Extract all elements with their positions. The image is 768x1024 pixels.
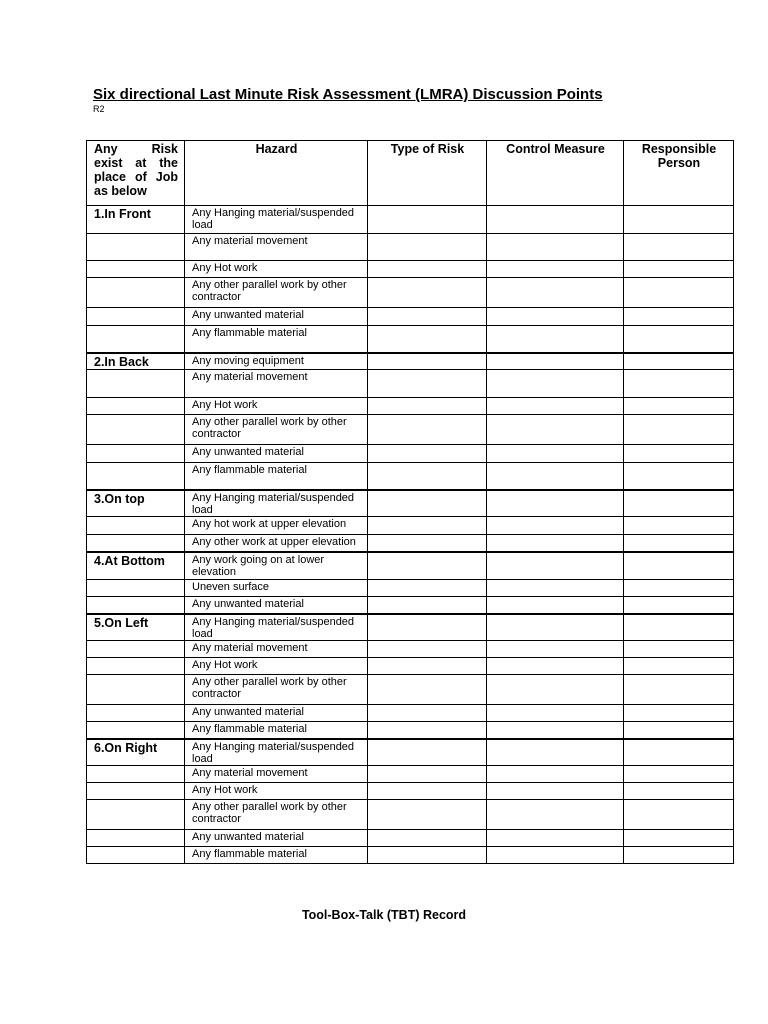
hazard-cell: Any work going on at lower elevation (185, 552, 368, 580)
hazard-cell: Any flammable material (185, 722, 368, 739)
blank-cell (87, 705, 185, 722)
type-of-risk-cell[interactable] (368, 370, 487, 398)
type-of-risk-cell[interactable] (368, 705, 487, 722)
section-label: 2.In Back (87, 353, 185, 370)
control-measure-cell[interactable] (487, 206, 624, 234)
hazard-cell: Any Hanging material/suspended load (185, 614, 368, 641)
control-measure-cell[interactable] (487, 445, 624, 463)
control-measure-cell[interactable] (487, 847, 624, 864)
hazard-cell: Any material movement (185, 370, 368, 398)
section-label: 4.At Bottom (87, 552, 185, 580)
blank-cell (87, 800, 185, 830)
section-label: 5.On Left (87, 614, 185, 641)
type-of-risk-cell[interactable] (368, 675, 487, 705)
responsible-person-cell[interactable] (624, 722, 734, 739)
table-row (87, 326, 734, 353)
type-of-risk-cell[interactable] (368, 463, 487, 490)
control-measure-cell[interactable] (487, 722, 624, 739)
type-of-risk-cell[interactable] (368, 641, 487, 658)
control-measure-cell[interactable] (487, 517, 624, 535)
table-row (87, 278, 734, 308)
control-measure-cell[interactable] (487, 597, 624, 614)
type-of-risk-cell[interactable] (368, 614, 487, 641)
hazard-cell: Any flammable material (185, 326, 368, 353)
responsible-person-cell[interactable] (624, 580, 734, 597)
responsible-person-cell[interactable] (624, 234, 734, 261)
control-measure-cell[interactable] (487, 490, 624, 517)
hazard-cell: Any material movement (185, 766, 368, 783)
revision-label: R2 (93, 104, 105, 114)
table-row (87, 830, 734, 847)
table-row (87, 234, 734, 261)
table-row (87, 552, 734, 580)
table-row (87, 535, 734, 552)
hazard-cell: Any hot work at upper elevation (185, 517, 368, 535)
blank-cell (87, 658, 185, 675)
control-measure-cell[interactable] (487, 739, 624, 766)
table-row (87, 308, 734, 326)
control-measure-cell[interactable] (487, 830, 624, 847)
responsible-person-cell[interactable] (624, 261, 734, 278)
blank-cell (87, 675, 185, 705)
header-control-measure: Control Measure (487, 141, 624, 206)
type-of-risk-cell[interactable] (368, 326, 487, 353)
hazard-cell: Any unwanted material (185, 597, 368, 614)
responsible-person-cell[interactable] (624, 398, 734, 415)
responsible-person-cell[interactable] (624, 739, 734, 766)
control-measure-cell[interactable] (487, 658, 624, 675)
responsible-person-cell[interactable] (624, 705, 734, 722)
type-of-risk-cell[interactable] (368, 722, 487, 739)
hazard-cell: Any flammable material (185, 463, 368, 490)
blank-cell (87, 641, 185, 658)
responsible-person-cell[interactable] (624, 783, 734, 800)
blank-cell (87, 398, 185, 415)
hazard-cell: Any Hanging material/suspended load (185, 739, 368, 766)
header-any-risk: Any Risk exist at the place of Job as below (87, 141, 185, 206)
type-of-risk-cell[interactable] (368, 783, 487, 800)
section-label: 3.On top (87, 490, 185, 517)
blank-cell (87, 463, 185, 490)
responsible-person-cell[interactable] (624, 658, 734, 675)
blank-cell (87, 847, 185, 864)
table-header-row (87, 141, 734, 206)
type-of-risk-cell[interactable] (368, 739, 487, 766)
hazard-cell: Any Hanging material/suspended load (185, 490, 368, 517)
table-row (87, 722, 734, 739)
responsible-person-cell[interactable] (624, 830, 734, 847)
responsible-person-cell[interactable] (624, 353, 734, 370)
table-row (87, 847, 734, 864)
control-measure-cell[interactable] (487, 398, 624, 415)
type-of-risk-cell[interactable] (368, 535, 487, 552)
responsible-person-cell[interactable] (624, 552, 734, 580)
hazard-cell: Any unwanted material (185, 705, 368, 722)
blank-cell (87, 722, 185, 739)
section-label: 1.In Front (87, 206, 185, 234)
control-measure-cell[interactable] (487, 641, 624, 658)
blank-cell (87, 535, 185, 552)
blank-cell (87, 308, 185, 326)
hazard-cell: Any unwanted material (185, 445, 368, 463)
control-measure-cell[interactable] (487, 783, 624, 800)
hazard-cell: Any other parallel work by other contractor (185, 278, 368, 308)
table-row (87, 445, 734, 463)
type-of-risk-cell[interactable] (368, 490, 487, 517)
table-row (87, 206, 734, 234)
responsible-person-cell[interactable] (624, 463, 734, 490)
control-measure-cell[interactable] (487, 614, 624, 641)
hazard-cell: Any Hanging material/suspended load (185, 206, 368, 234)
header-responsible-person: Responsible Person (624, 141, 734, 206)
hazard-cell: Any flammable material (185, 847, 368, 864)
table-row (87, 517, 734, 535)
table-row (87, 783, 734, 800)
responsible-person-cell[interactable] (624, 800, 734, 830)
hazard-cell: Any Hot work (185, 783, 368, 800)
control-measure-cell[interactable] (487, 415, 624, 445)
table-row (87, 800, 734, 830)
type-of-risk-cell[interactable] (368, 353, 487, 370)
responsible-person-cell[interactable] (624, 517, 734, 535)
type-of-risk-cell[interactable] (368, 445, 487, 463)
responsible-person-cell[interactable] (624, 675, 734, 705)
type-of-risk-cell[interactable] (368, 580, 487, 597)
type-of-risk-cell[interactable] (368, 658, 487, 675)
hazard-cell: Uneven surface (185, 580, 368, 597)
blank-cell (87, 261, 185, 278)
table-row (87, 597, 734, 614)
control-measure-cell[interactable] (487, 326, 624, 353)
blank-cell (87, 580, 185, 597)
responsible-person-cell[interactable] (624, 308, 734, 326)
responsible-person-cell[interactable] (624, 535, 734, 552)
control-measure-cell[interactable] (487, 370, 624, 398)
hazard-cell: Any material movement (185, 234, 368, 261)
responsible-person-cell[interactable] (624, 445, 734, 463)
table-row (87, 261, 734, 278)
blank-cell (87, 830, 185, 847)
hazard-cell: Any other parallel work by other contractor (185, 800, 368, 830)
type-of-risk-cell[interactable] (368, 597, 487, 614)
responsible-person-cell[interactable] (624, 641, 734, 658)
type-of-risk-cell[interactable] (368, 517, 487, 535)
hazard-cell: Any Hot work (185, 398, 368, 415)
table-row (87, 641, 734, 658)
table-row (87, 353, 734, 370)
blank-cell (87, 278, 185, 308)
type-of-risk-cell[interactable] (368, 234, 487, 261)
responsible-person-cell[interactable] (624, 614, 734, 641)
responsible-person-cell[interactable] (624, 490, 734, 517)
table-row (87, 370, 734, 398)
type-of-risk-cell[interactable] (368, 278, 487, 308)
type-of-risk-cell[interactable] (368, 847, 487, 864)
hazard-cell: Any unwanted material (185, 830, 368, 847)
responsible-person-cell[interactable] (624, 597, 734, 614)
table-row (87, 398, 734, 415)
responsible-person-cell[interactable] (624, 370, 734, 398)
control-measure-cell[interactable] (487, 766, 624, 783)
responsible-person-cell[interactable] (624, 278, 734, 308)
responsible-person-cell[interactable] (624, 326, 734, 353)
document-title: Six directional Last Minute Risk Assessment (LMRA) Discussion Points (93, 86, 603, 103)
table-row (87, 658, 734, 675)
type-of-risk-cell[interactable] (368, 415, 487, 445)
table-row (87, 614, 734, 641)
table-row (87, 415, 734, 445)
blank-cell (87, 597, 185, 614)
table-row (87, 705, 734, 722)
type-of-risk-cell[interactable] (368, 308, 487, 326)
hazard-cell: Any Hot work (185, 261, 368, 278)
blank-cell (87, 766, 185, 783)
control-measure-cell[interactable] (487, 308, 624, 326)
control-measure-cell[interactable] (487, 234, 624, 261)
table-body (87, 206, 734, 864)
blank-cell (87, 517, 185, 535)
responsible-person-cell[interactable] (624, 766, 734, 783)
control-measure-cell[interactable] (487, 278, 624, 308)
lmra-table (86, 140, 734, 864)
blank-cell (87, 783, 185, 800)
control-measure-cell[interactable] (487, 705, 624, 722)
control-measure-cell[interactable] (487, 580, 624, 597)
type-of-risk-cell[interactable] (368, 830, 487, 847)
blank-cell (87, 415, 185, 445)
table-row (87, 739, 734, 766)
section-label: 6.On Right (87, 739, 185, 766)
header-hazard: Hazard (185, 141, 368, 206)
table-row (87, 580, 734, 597)
control-measure-cell[interactable] (487, 552, 624, 580)
table-row (87, 463, 734, 490)
hazard-cell: Any material movement (185, 641, 368, 658)
hazard-cell: Any unwanted material (185, 308, 368, 326)
table-row (87, 675, 734, 705)
responsible-person-cell[interactable] (624, 415, 734, 445)
blank-cell (87, 445, 185, 463)
control-measure-cell[interactable] (487, 535, 624, 552)
responsible-person-cell[interactable] (624, 847, 734, 864)
type-of-risk-cell[interactable] (368, 206, 487, 234)
control-measure-cell[interactable] (487, 675, 624, 705)
tbt-record-heading: Tool-Box-Talk (TBT) Record (301, 908, 467, 922)
hazard-cell: Any moving equipment (185, 353, 368, 370)
blank-cell (87, 326, 185, 353)
control-measure-cell[interactable] (487, 800, 624, 830)
hazard-cell: Any Hot work (185, 658, 368, 675)
type-of-risk-cell[interactable] (368, 398, 487, 415)
table-row (87, 490, 734, 517)
table-row (87, 766, 734, 783)
type-of-risk-cell[interactable] (368, 261, 487, 278)
blank-cell (87, 370, 185, 398)
control-measure-cell[interactable] (487, 463, 624, 490)
header-type-of-risk: Type of Risk (368, 141, 487, 206)
type-of-risk-cell[interactable] (368, 552, 487, 580)
hazard-cell: Any other parallel work by other contractor (185, 675, 368, 705)
type-of-risk-cell[interactable] (368, 766, 487, 783)
responsible-person-cell[interactable] (624, 206, 734, 234)
type-of-risk-cell[interactable] (368, 800, 487, 830)
control-measure-cell[interactable] (487, 261, 624, 278)
control-measure-cell[interactable] (487, 353, 624, 370)
blank-cell (87, 234, 185, 261)
hazard-cell: Any other parallel work by other contractor (185, 415, 368, 445)
hazard-cell: Any other work at upper elevation (185, 535, 368, 552)
